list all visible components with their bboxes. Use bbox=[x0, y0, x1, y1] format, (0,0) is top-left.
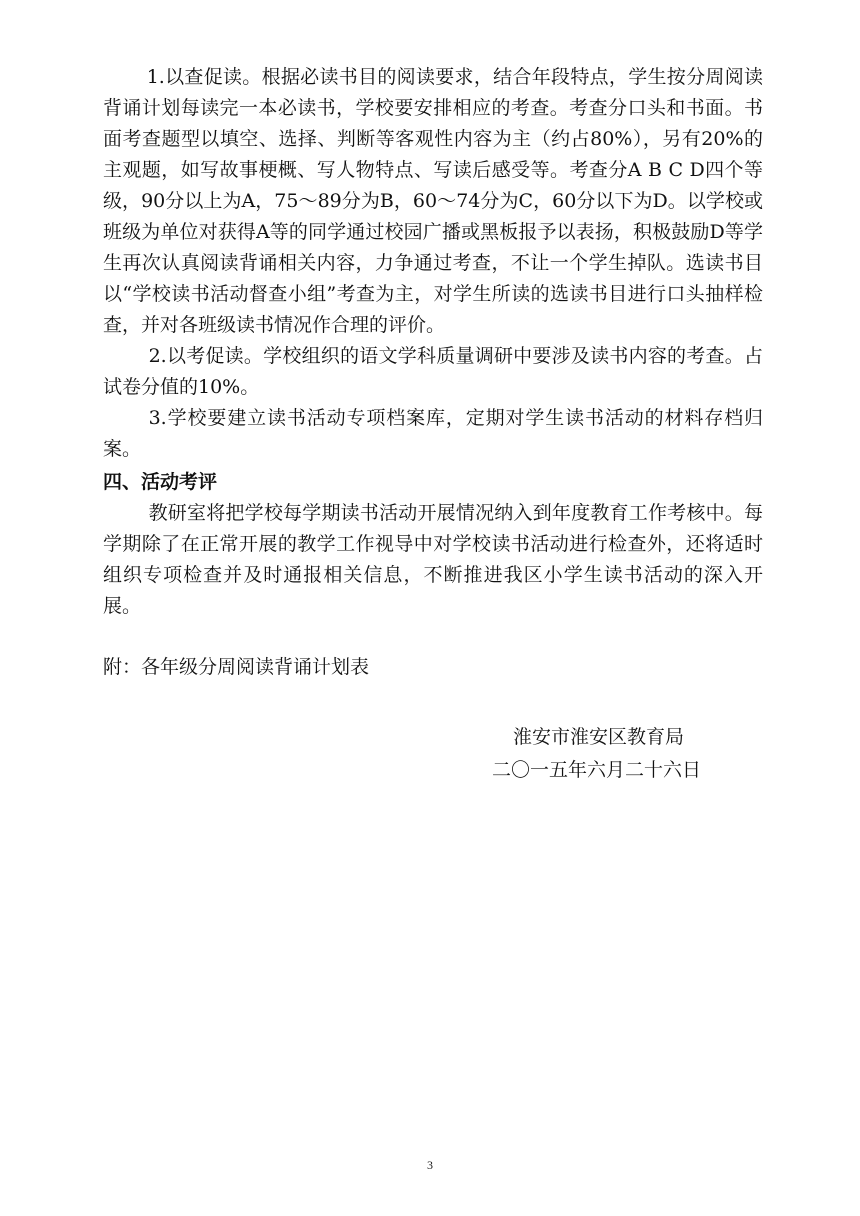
paragraph-check-reading: 1.以查促读。根据必读书目的阅读要求，结合年段特点，学生按分周阅读背诵计划每读完一本必读书，学校要安排相应的考查。考查分口头和书面。书面考查题型以填空、选择、判断等客观性内容为主（约占80%），另有20%的主观题，如写故事梗概、写人物特点、写读后感受等。考查分A B C D四个等级，90分以上为A，75～89分为B，60～74分为C，60分以下为D。以学校或班级为单位对获得A等的同学通过校园广播或黑板报予以表扬，积极鼓励D等学生再次认真阅读背诵相关内容，力争通过考查，不让一个学生掉队。选读书目以“学校读书活动督查小组”考查为主，对学生所读的选读书目进行口头抽样检查，并对各班级读书情况作合理的评价。 bbox=[103, 66, 763, 336]
paragraph-evaluation: 教研室将把学校每学期读书活动开展情况纳入到年度教育工作考核中。每学期除了在正常开展的教学工作视导中对学校读书活动进行检查外，还将适时组织专项检查并及时通报相关信息，不断推进我区小学生读书活动的深入开展。 bbox=[103, 502, 763, 617]
attachment-note: 附：各年级分周阅读背诵计划表 bbox=[103, 656, 370, 678]
page-number: 3 bbox=[427, 1158, 433, 1172]
section-heading-evaluation: 四、活动考评 bbox=[103, 471, 218, 493]
blank-line bbox=[103, 622, 763, 652]
document-body bbox=[103, 62, 763, 683]
signature-organization: 淮安市淮安区教育局 bbox=[513, 726, 685, 748]
paragraph-exam-reading: 2.以考促读。学校组织的语文学科质量调研中要涉及读书内容的考查。占试卷分值的10%。 bbox=[103, 345, 763, 398]
paragraph-archive: 3.学校要建立读书活动专项档案库，定期对学生读书活动的材料存档归案。 bbox=[103, 407, 763, 460]
signature-date: 二〇一五年六月二十六日 bbox=[492, 759, 702, 781]
